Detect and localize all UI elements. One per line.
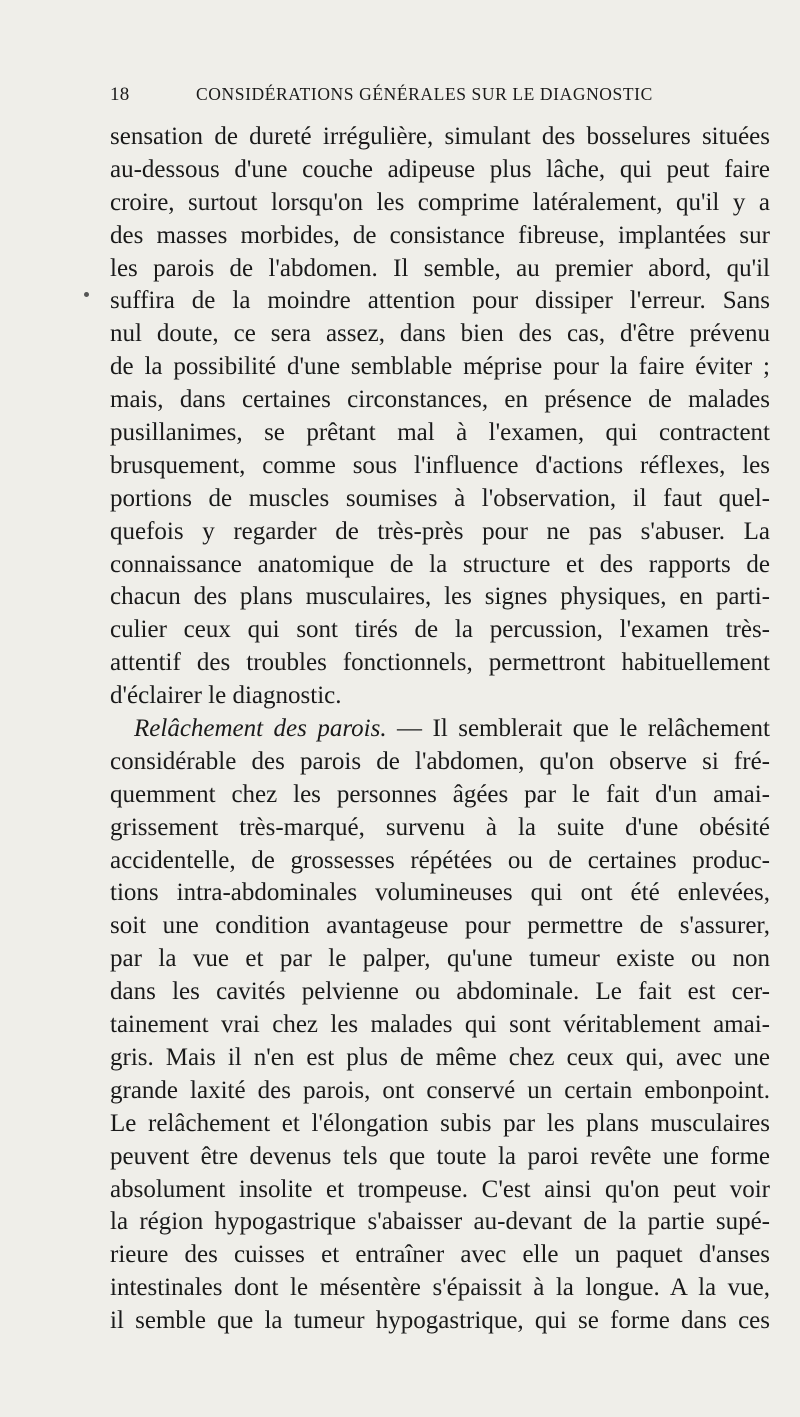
text-line: quemment chez les personnes âgées par le fait d'un amai-	[110, 780, 770, 808]
text-line: croire, surtout lorsqu'on les comprime latéralement, qu'il y a	[110, 188, 770, 216]
text-line: pusillanimes, se prêtant mal à l'examen, qui contractent	[110, 419, 770, 447]
text-line: grande laxité des parois, ont conservé un certain embonpoint.	[110, 1076, 770, 1104]
running-head	[110, 84, 740, 108]
paragraph-2	[110, 713, 770, 1338]
text-line: suffira de la moindre attention pour dissiper l'erreur. Sans	[110, 287, 770, 315]
text-line: nul doute, ce sera assez, dans bien des cas, d'être prévenu	[110, 320, 770, 348]
text-line: quefois y regarder de très-près pour ne pas s'abuser. La	[110, 517, 770, 545]
text-line: de la possibilité d'une semblable méprise pour la faire éviter ;	[110, 353, 770, 381]
text-line: gris. Mais il n'en est plus de même chez ceux qui, avec une	[110, 1043, 770, 1071]
text-line: absolument insolite et trompeuse. C'est ainsi qu'on peut voir	[110, 1175, 770, 1203]
text-line: les parois de l'abdomen. Il semble, au premier abord, qu'il	[110, 254, 770, 282]
text-line: culier ceux qui sont tirés de la percussion, l'examen très-	[110, 616, 770, 644]
section-heading: Relâchement des parois.	[134, 715, 387, 743]
text-line: Le relâchement et l'élongation subis par les plans musculaires	[110, 1109, 770, 1137]
text-line: peuvent être devenus tels que toute la paroi revête une forme	[110, 1142, 770, 1170]
text-line: considérable des parois de l'abdomen, qu'on observe si fré-	[110, 747, 770, 775]
text-line: dans les cavités pelvienne ou abdominale. Le fait est cer-	[110, 978, 770, 1006]
text-line: au-dessous d'une couche adipeuse plus lâche, qui peut faire	[110, 155, 770, 183]
text-line: tainement vrai chez les malades qui sont véritablement amai-	[110, 1011, 770, 1039]
paragraph-2-first-line	[110, 713, 770, 746]
text-line: la région hypogastrique s'abaisser au-devant de la partie supé-	[110, 1208, 770, 1236]
text-line: soit une condition avantageuse pour permettre de s'assurer,	[110, 912, 770, 940]
margin-dot-mark	[84, 292, 89, 297]
paragraph-1	[110, 121, 770, 713]
text-line: des masses morbides, de consistance fibreuse, implantées sur	[110, 221, 770, 249]
text-line: par la vue et par le palper, qu'une tumeur existe ou non	[110, 945, 770, 973]
text-line: rieure des cuisses et entraîner avec elle un paquet d'anses	[110, 1241, 770, 1269]
running-title: CONSIDÉRATIONS GÉNÉRALES SUR LE DIAGNOSTIC	[196, 84, 653, 104]
text-line: sensation de dureté irrégulière, simulant des bosselures situées	[110, 123, 770, 150]
text-fragment: — Il semblerait que le relâchement	[386, 715, 770, 743]
text-line: accidentelle, de grossesses répétées ou de certaines produc-	[110, 846, 770, 874]
body-text	[110, 121, 770, 1338]
text-line: mais, dans certaines circonstances, en présence de malades	[110, 386, 770, 414]
text-line: portions de muscles soumises à l'observation, il faut quel-	[110, 484, 770, 512]
text-line: grissement très-marqué, survenu à la suite d'une obésité	[110, 813, 770, 841]
page-number: 18	[110, 84, 130, 105]
text-line: connaissance anatomique de la structure et des rapports de	[110, 550, 770, 578]
text-line: attentif des troubles fonctionnels, permettront habituellement	[110, 649, 770, 677]
text-line: intestinales dont le mésentère s'épaissit à la longue. A la vue,	[110, 1274, 770, 1302]
text-line: il semble que la tumeur hypogastrique, qui se forme dans ces	[110, 1307, 770, 1335]
text-line: tions intra-abdominales volumineuses qui ont été enlevées,	[110, 879, 770, 907]
text-line: d'éclairer le diagnostic.	[110, 682, 342, 710]
text-line: brusquement, comme sous l'influence d'actions réflexes, les	[110, 451, 770, 479]
text-line: chacun des plans musculaires, les signes physiques, en parti-	[110, 583, 770, 611]
